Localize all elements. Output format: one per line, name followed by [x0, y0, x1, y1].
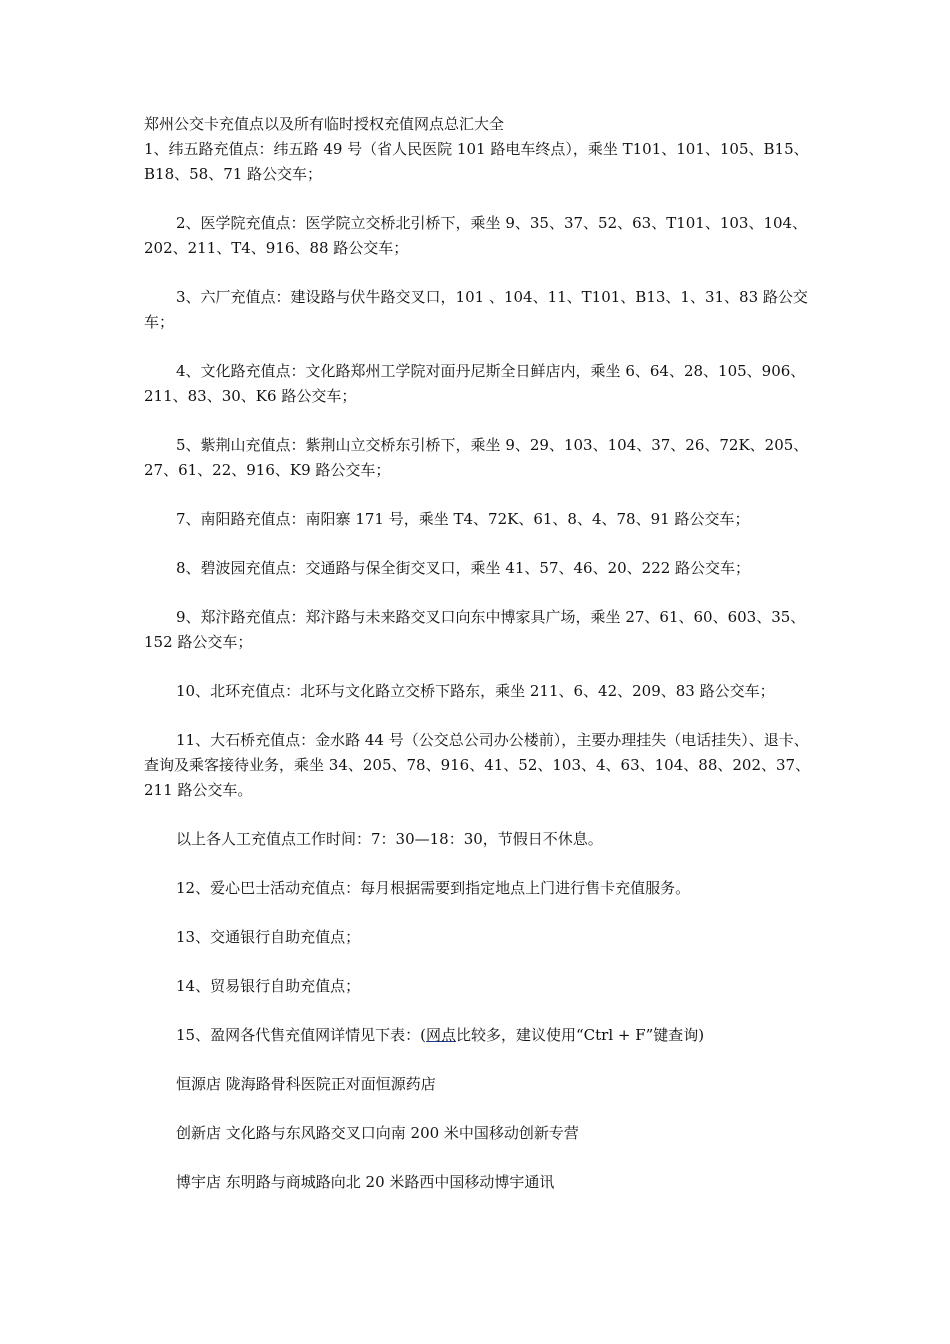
item-1-wei-wu-road: 1、纬五路充值点：纬五路 49 号（省人民医院 101 路电车终点），乘坐 T101、101、105、B15、B18、58、71 路公交车； [144, 140, 809, 183]
item-12-love-bus: 12、爱心巴士活动充值点：每月根据需要到指定地点上门进行售卡充值服务。 [176, 879, 691, 897]
item-8-bibo-yuan: 8、碧波园充值点：交通路与保全街交叉口，乘坐 41、57、46、20、222 路公交车； [176, 559, 751, 577]
item-2-medical-college: 2、医学院充值点：医学院立交桥北引桥下，乘坐 9、35、37、52、63、T101、103、104、202、211、T4、916、88 路公交车； [144, 214, 808, 257]
outlets-link[interactable]: 网点 [425, 1026, 456, 1044]
item-15-prefix: 15、盈网各代售充值网详情见下表：( [176, 1026, 426, 1044]
item-10-beihuan: 10、北环充值点：北环与文化路立交桥下路东，乘坐 211、6、42、209、83 路公交车； [176, 682, 775, 700]
item-11-dashiqiao: 11、大石桥充值点：金水路 44 号（公交总公司办公楼前），主要办理挂失（电话挂失）、退卡、查询及乘客接待业务，乘坐 34、205、78、916、41、52、103、4、63、104、88、202、37、211 路公交车。 [144, 731, 811, 799]
item-15-yingwang-agents [144, 1023, 812, 1048]
store-chuangxin: 创新店 文化路与东风路交叉口向南 200 米中国移动创新专营 [176, 1124, 579, 1142]
working-hours-note: 以上各人工充值点工作时间：7：30—18：30，节假日不休息。 [176, 830, 603, 848]
document-title: 郑州公交卡充值点以及所有临时授权充值网点总汇大全 [144, 115, 505, 133]
item-3-liu-chang: 3、六厂充值点：建设路与伏牛路交叉口，101 、104、11、T101、B13、1、31、83 路公交车； [144, 288, 808, 331]
item-4-wenhua-road: 4、文化路充值点：文化路郑州工学院对面丹尼斯全日鲜店内，乘坐 6、64、28、105、906、211、83、30、K6 路公交车； [144, 362, 806, 405]
item-15-suffix: 比较多，建议使用“Ctrl + F”键查询) [455, 1026, 705, 1044]
item-5-zijingshan: 5、紫荆山充值点：紫荆山立交桥东引桥下，乘坐 9、29、103、104、37、26、72K、205、27、61、22、916、K9 路公交车； [144, 436, 809, 479]
item-9-zhengbian-road: 9、郑汴路充值点：郑汴路与未来路交叉口向东中博家具广场，乘坐 27、61、60、603、35、152 路公交车； [144, 608, 806, 651]
item-13-bank-of-communications: 13、交通银行自助充值点； [176, 928, 361, 946]
store-boyu: 博宇店 东明路与商城路向北 20 米路西中国移动博宇通讯 [176, 1173, 555, 1191]
document-body [144, 112, 812, 1219]
item-7-nanyang-road: 7、南阳路充值点：南阳寨 171 号，乘坐 T4、72K、61、8、4、78、91 路公交车； [176, 510, 750, 528]
item-14-trade-bank: 14、贸易银行自助充值点； [176, 977, 361, 995]
store-hengyuan: 恒源店 陇海路骨科医院正对面恒源药店 [176, 1075, 436, 1093]
